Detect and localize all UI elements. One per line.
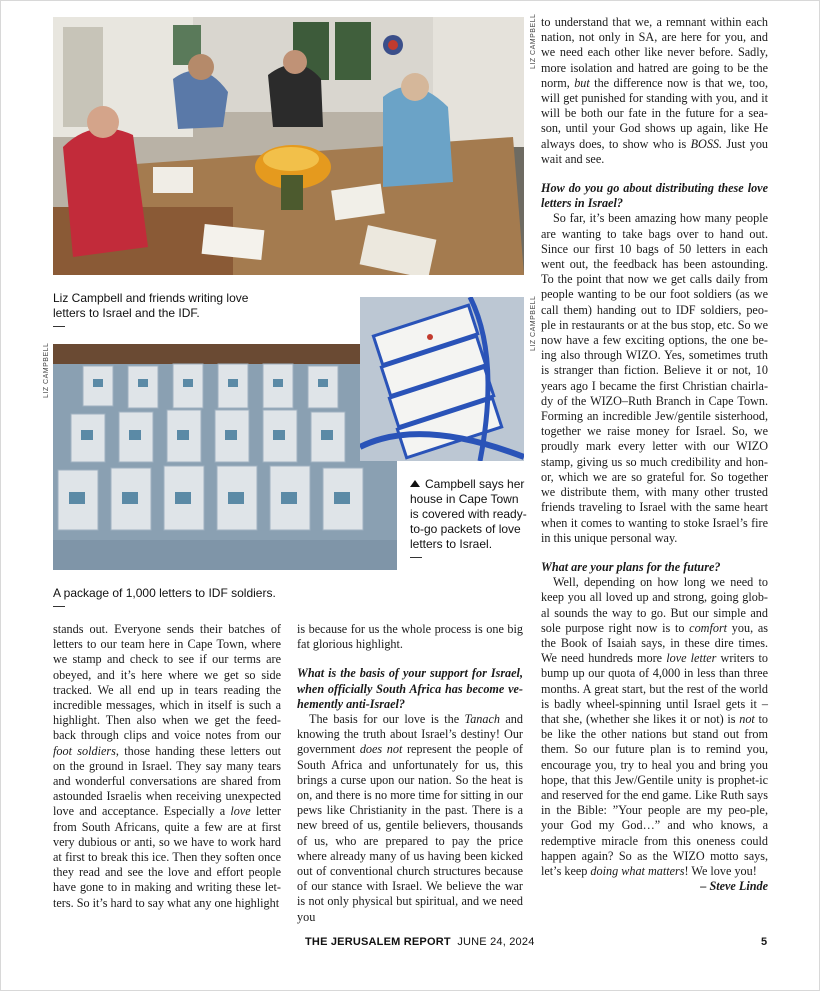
caption-dash — [53, 606, 65, 607]
author-signature: – Steve Linde — [700, 879, 768, 894]
photo-letter-packages — [53, 344, 397, 570]
paragraph: stands out. Everyone sends their batches of letters to our team here in Cape Town, where we stamp and check to see if our terms are obeyed, and it’s here where we get so side tracked. We all end up in tears reading the incredible messages, which in itself is such a highlight. Then also when we get the feed-back through clips and voice notes from our foot soldiers, those handing these letters out on the ground in Israel. They say many tears and wonderful conversations are shared from astounded Israelis when receiving unexpected love and acceptance. Especially a love letter from South Africans, quite a few are at first very dubious or anti, so we have to work hard at first to break this ice. Then they soften once they read and see the love and effort people have gone to in making and writing these let-ters. So it’s hard to say what any one highlight — [53, 622, 282, 910]
photo-credit-right: LIZ CAMPBELL — [530, 295, 537, 351]
paragraph: to understand that we, a remnant within each nation, not only in SA, are here for you, and we need each other like never before. Sadly, more isolation and hatred are going to be the norm, but the difference now is that we, too, will get punished for standing with you, and it will be both our fate in the future for a sea-son, until your God shows up again, like He always does, to show who is BOSS. Just you wait and see. — [541, 15, 769, 166]
photo-friends-writing — [53, 17, 524, 275]
paragraph: is because for us the whole process is one big fat glorious highlight. — [297, 622, 523, 652]
caption-friends-writing — [53, 291, 273, 327]
publication-name: THE JERUSALEM REPORT — [305, 936, 451, 948]
caption-text: A package of 1,000 letters to IDF soldiers. — [53, 586, 276, 600]
paragraph: Well, depending on how long we need to keep you all loved up and strong, going glob-al sounds the way to go. But our simple and sole purpose right now is to comfort you, as the Book of Isaiah says, in these dire times. We need hundreds more love letter writers to bump up our quota of 4,000 in less than three months. A great start, but the rest of the world is badly wheel-spinning until Israel gets it – that she, (whether she likes it or not) is not to be like the other nations but stand out from them. So our future plan is to remind you, encourage you, try to heal you and bring you hope, that this Jew/Gentile unity is prophet-ic and reserved for the end game. Like Ruth says in the Bible: ”Your people are my peo-ple, your God my God…” and who knows, a redemptive miracle from this oneness could happen again? So as the WIZO motto says, let’s keep doing what matters! We love you! — [541, 575, 768, 878]
up-arrow-icon — [410, 480, 420, 487]
photo-letters-ribbon — [360, 297, 524, 461]
caption-dash — [410, 557, 422, 558]
caption-text: Liz Campbell and friends writing love letters to Israel and the IDF. — [53, 291, 249, 320]
paragraph: So far, it’s been amazing how many people are wanting to take bags over to hand out. Since our first 10 bags of 50 letters in each went out, the feedback has been astounding. To the point that now we get calls daily from people wanting to be our foot soldiers (as we call them) handing out to IDF soldiers, peo-ple in restaurants or at the bus stop, etc. So we now have a few exciting options, the one be-ing also through WIZO. Yes, sometimes truth is stranger than fiction. Believe it or not, 10 years ago I became the first Christian chairla-dy of the WIZO–Ruth Branch in Cape Town. Forming an incredible Jew/gentile sisterhood, together we raise money for Israel. So, we proudly mark every letter with our WIZO stamp, giving us so much credibility and hon-or, which we are so grateful for. So together we distribute them, with many other trusted friends traveling to Israel with the same heart when it comes to wanting to stoke Israel’s fire in this unique personal way. — [541, 211, 768, 545]
photo-credit-left: LIZ CAMPBELL — [43, 342, 50, 398]
caption-text: Campbell says her house in Cape Town is covered with ready-to-go packets of love letters to Israel. — [410, 477, 527, 551]
page-footer — [305, 936, 535, 948]
question-heading: What are your plans for the future? — [541, 559, 721, 574]
article-column-2 — [297, 622, 523, 925]
article-column-3 — [541, 15, 768, 894]
article-column-1 — [53, 622, 281, 911]
issue-date: JUNE 24, 2024 — [457, 936, 535, 948]
caption-package-1000 — [53, 586, 333, 607]
photo-credit-top: LIZ CAMPBELL — [530, 13, 537, 69]
page-number: 5 — [761, 936, 768, 948]
caption-dash — [53, 326, 65, 327]
question-heading: What is the basis of your support for Israel, when officially South Africa has become ve-hemently anti-Israel? — [297, 666, 523, 711]
paragraph: The basis for our love is the Tanach and knowing the truth about Israel’s destiny! Our government does not represent the people of South Africa and unfortunately for us, this brings a curse upon our nation. So the heat is on, and there is no more time for sitting in our pews like Christianity in the past. There is a new breed of us, gentile believers, thousands of us, who are prepared to pay the price where already many of us having been kicked out of conventional church structures because of our stance with Israel. We believe the war is not only physical but spiritual, and we need you — [297, 712, 523, 924]
caption-house-packets — [410, 477, 530, 558]
question-heading: How do you go about distributing these love letters in Israel? — [541, 181, 768, 211]
